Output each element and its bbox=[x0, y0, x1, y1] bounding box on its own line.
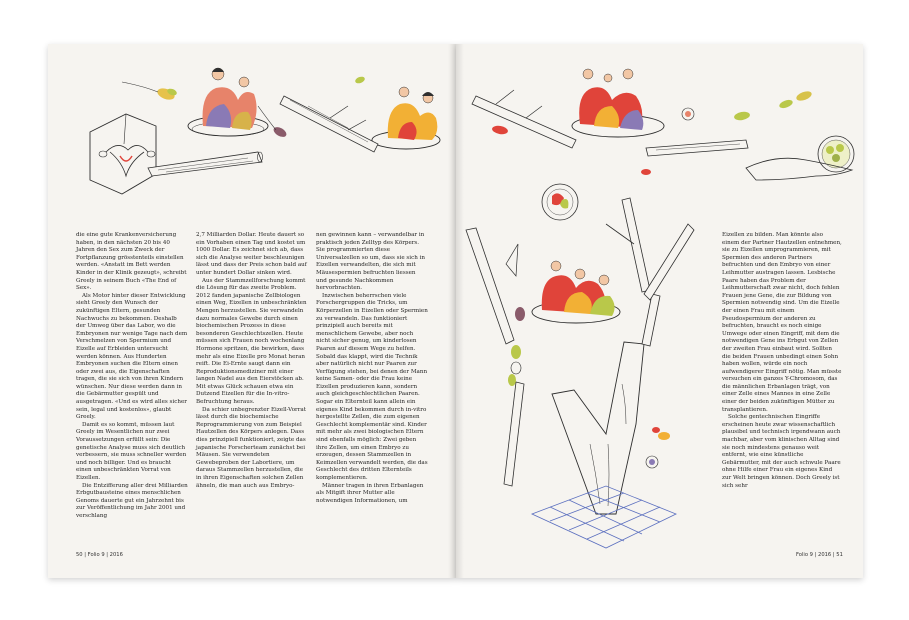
paragraph: Als Motor hinter dieser Entwicklung sieht Greely den Wunsch der zukünftigen Eltern, gesunden Nachwuchs zu bekommen. Deshalb der Umweg über das Labor, wo die Embryonen nur wenige Tage nach dem Verschmelzen von Spermium und Eizelle auf Erbleiden untersucht werden können. Aus Hunderten Embryonen suchen die Eltern einen oder zwei aus, die Eigenschaften tragen, die sie sich von ihren Kindern wünschen. Nur diese werden dann in die Gebärmutter gespült und ausgetragen. «Und es wird alles sicher sein, legal und kostenlos», glaubt Greely. bbox=[76, 292, 188, 421]
figures-in-dish-1 bbox=[188, 68, 268, 136]
tree-branch-icon bbox=[148, 152, 263, 176]
paragraph: Männer tragen in ihren Erbanlagen als Mitgift ihrer Mutter alle notwendigen Informationen, um bbox=[316, 482, 424, 504]
text-column-2 bbox=[196, 232, 308, 490]
figures-in-dish-4 bbox=[532, 261, 620, 323]
figures-in-dish-2 bbox=[372, 87, 440, 149]
leaf-icons-lower bbox=[646, 427, 670, 468]
paragraph: Aus der Stammzellforschung kommt die Lösung für das zweite Problem. 2012 fanden japanische Zellbiologen einen Weg, Eizellen in unbeschränkten Mengen herzustellen. Sie verwandeln dazu normales Gewebe durch einen biochemischen Prozess in diese besonderen Geschlechtszellen. Heute müssen sich Frauen noch wochenlang Hormone spritzen, die bewirken, dass mehr als eine Eizelle pro Monat heran reift. Die Ei-Ernte saugt dann ein Reproduktionsmediziner mit einer langen Nadel aus den Eierstöcken ab. Mit etwas Glück schauen etwa ein Dutzend Eizellen für die In-vitro-Befruchtung heraus. bbox=[196, 277, 307, 406]
left-page bbox=[48, 44, 456, 578]
magazine-spread bbox=[48, 44, 863, 578]
paragraph: die eine gute Krankenversicherung haben, in den nächsten 20 bis 40 Jahren den Sex zum Zweck der Fortpflanzung grösstenteils einstellen werden. «Anstatt im Bett werden Kinder in der Klinik gezeugt», schreibt Greely in seinem Buch «The End of Sex». bbox=[76, 232, 187, 292]
paragraph: Damit es so kommt, müssen laut Greely im Wesentlichen nur zwei Voraussetzungen erfüllt sein: Die genetische Analyse muss sich deutlich verbessern, sie muss schneller werden und noch billiger. Und es braucht einen unbeschränkten Vorrat von Eizellen. bbox=[76, 421, 187, 481]
paragraph: nen gewinnen kann – verwandelbar in praktisch jeden Zelltyp des Körpers. Sie programmierten diese Universalzellen so um, dass sie sich in Eizellen verwandelten, die sich mit Mäusespermien befruchten liessen und gesunde Nachkommen hervorbrachten. bbox=[316, 232, 425, 292]
text-column-1 bbox=[76, 232, 188, 521]
tree-trunk-icon bbox=[552, 224, 694, 514]
paragraph: Eizellen zu bilden. Man könnte also einem der Partner Hautzellen entnehmen, sie zu Eizellen umprogrammieren, mit Spermien des anderen Partners befruchten und den Embryo von einer Leihmutter austragen lassen. Lesbische Paare haben das Problem der Leihmutterschaft zwar nicht, doch fehlen Frauen jene Gene, die zur Bildung von Spermien notwendig sind. Um die Eizelle der einen Frau mit einem Pseudospermium der anderen zu befruchten, braucht es noch einige Umwege oder einen Eingriff, mit dem die notwendigen Gene ins Erbgut von Zellen der zweiten Frau einbaut wird. Sollten die beiden Frauen unbedingt einen Sohn haben wollen, würde ein noch aufwendigerer Eingriff nötig. Man müsste versuchen ein ganzes Y-Chromosom, das die männlichen Erbanlagen trägt, von einer Zelle eines Mannes in eine Zelle einer der beiden zukünftigen Mütter zu transplantieren. bbox=[722, 232, 842, 413]
paragraph: Die Entzifferung aller drei Milliarden Erbgutbausteine eines menschlichen Genoms dauerte gut ein Jahrzehnt bis zur Veröffentlichung im Jahr 2001 und verschlang bbox=[76, 482, 188, 519]
paragraph: Inzwischen beherrschen viele Forschergruppen die Tricks, um Körperzellen in Eizellen oder Spermien zu verwandeln. Das funktioniert prinzipiell auch bereits mit menschlichem Gewebe, aber noch nicht sicher genug, um kinderlosen Paaren auf diesem Wege zu helfen. Sobald das klappt, wird die Technik aber natürlich nicht nur Paaren zur Verfügung stehen, bei denen der Mann keine Samen- oder die Frau keine Eizellen produzieren kann, sondern auch gleichgeschlechtlichen Paaren. Sogar ein Elternteil kann allein ein eigenes Kind bekommen durch in-vitro hergestellte Zellen, die zum eigenen Geschlecht komplementär sind. Kinder mit mehr als zwei biologischen Eltern sind ebenfalls möglich: Zwei geben ihre Zellen, um einen Embryo zu erzeugen, dessen Stammzellen in Keimzellen verwandelt werden, die das Geschlecht des dritten Elternteils komplementieren. bbox=[316, 292, 428, 481]
right-page bbox=[456, 44, 863, 578]
embryo-cell-icon bbox=[682, 108, 854, 172]
page-folio-left: 50 | Folio 9 | 2016 bbox=[76, 552, 123, 558]
paragraph: Solche gentechnischen Eingriffe erscheinen heute zwar wissenschaftlich plausibel und technisch irgendwann auch machbar, aber vom klinischen Alltag sind sie noch mindestens genauso weit entfernt, wie eine künstliche Gebärmutter, mit der auch schwule Paare ohne Hilfe einer Frau ein eigenes Kind zur Welt bringen können. Doch Greely ist sich sehr bbox=[722, 414, 841, 489]
text-column-3 bbox=[316, 232, 428, 505]
tree-branch-icon-2 bbox=[280, 75, 378, 152]
figures-in-dish-3 bbox=[472, 69, 664, 148]
tree-branch-icon-3 bbox=[646, 140, 748, 156]
page-folio-right: Folio 9 | 2016 | 51 bbox=[796, 552, 843, 558]
uterus-drawing-icon bbox=[90, 114, 156, 194]
paragraph: 2,7 Milliarden Dollar. Heute dauert so ein Vorhaben einen Tag und kostet um 1000 Dollar. Es zeichnet sich ab, dass sich die Analyse weiter beschleunigen lässt und dass der Preis schon bald auf unter hundert Dollar sinken wird. bbox=[196, 232, 307, 276]
text-column-right bbox=[722, 232, 842, 490]
paragraph: Da schier unbegrenzter Eizell-Vorrat lässt durch die biochemische Reprogrammierung von zum Beispiel Hautzellen des Körpers anlegen. Dass dies prinzipiell funktioniert, zeigte das japanische Forscherteam zunächst bei Mäusen. Sie verwendeten Gewebeproben der Labortiere, um daraus Stammzellen herzustellen, die in ihren Eigenschaften solchen Zellen ähneln, die man auch aus Embryo- bbox=[196, 406, 306, 489]
spine-gutter bbox=[448, 44, 464, 578]
embryo-dish-icon bbox=[542, 184, 578, 220]
